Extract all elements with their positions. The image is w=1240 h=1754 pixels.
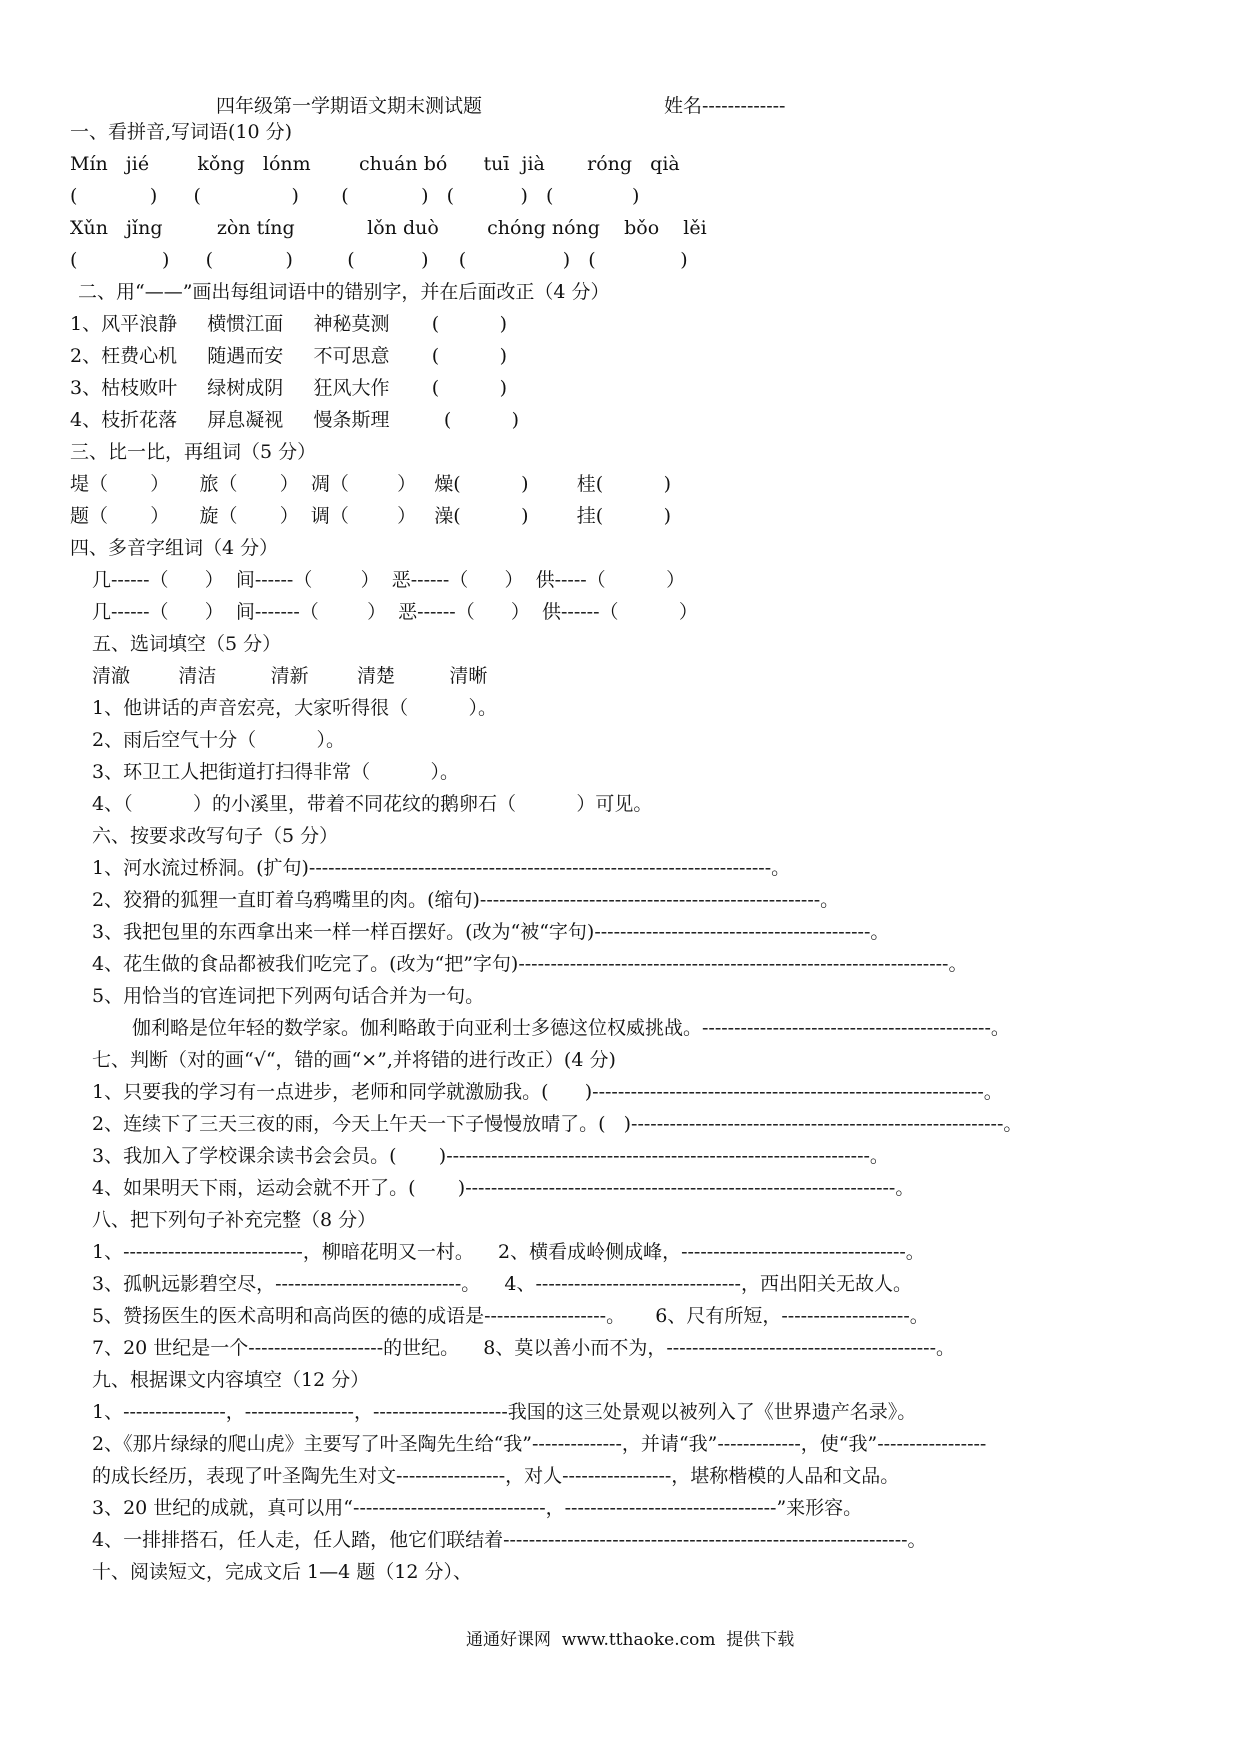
exam-line: 的成长经历，表现了叶圣陶先生对文-----------------，对人-----------------，堪称楷模的人品和文品。	[92, 1465, 900, 1487]
exam-line: 3、孤帆远影碧空尽，-----------------------------。 4、--------------------------------，西出阳关无故人。	[92, 1273, 912, 1295]
exam-line: 2、连续下了三天三夜的雨，今天上午天一下子慢慢放晴了。( )----------------------------------------------------------。	[92, 1113, 1023, 1135]
exam-line: 3、环卫工人把街道打扫得非常（ ）。	[92, 761, 459, 783]
exam-line: 4、枝折花落 屏息凝视 慢条斯理 ( )	[70, 409, 520, 431]
exam-line: 几------（ ） 间------（ ） 恶------（ ） 供-----（ ）	[92, 569, 686, 591]
exam-line: 1、只要我的学习有一点进步，老师和同学就激励我。( )-------------------------------------------------------------。	[92, 1081, 1003, 1103]
exam-line: 1、风平浪静 横惯江面 神秘莫测 ( )	[70, 313, 507, 335]
exam-line: 九、根据课文内容填空（12 分）	[92, 1369, 370, 1391]
exam-line: ( ) ( ) ( ) ( ) ( )	[70, 185, 640, 207]
exam-line: 清澈 清洁 清新 清楚 清晰	[92, 665, 488, 687]
exam-line: 1、----------------，-----------------，---------------------我国的这三处景观以被列入了《世界遗产名录》。	[92, 1401, 917, 1423]
exam-line: 2、雨后空气十分（ ）。	[92, 729, 345, 751]
exam-line: 4、花生做的食品都被我们吃完了。(改为“把”字句)-------------------------------------------------------------------。	[92, 953, 968, 975]
page-title: 四年级第一学期语文期末测试题	[216, 95, 483, 117]
exam-line: 七、判断（对的画“√“，错的画“×”,并将错的进行改正）(4 分)	[92, 1049, 616, 1071]
exam-line: Mín jié kǒng lónm chuán bó tuī jià róng qià	[70, 153, 680, 175]
exam-line: 5、用恰当的官连词把下列两句话合并为一句。	[92, 985, 485, 1007]
exam-line: 4、（ ）的小溪里，带着不同花纹的鹅卵石（ ）可见。	[92, 793, 653, 815]
student-name-label: 姓名-------------	[664, 95, 786, 117]
exam-line: ( ) ( ) ( ) ( ) ( )	[70, 249, 688, 271]
exam-line: 堤（ ） 旅（ ） 凋（ ） 燥( ) 桂( )	[70, 473, 672, 495]
exam-line: 二、用“——”画出每组词语中的错别字，并在后面改正（4 分）	[78, 281, 610, 303]
exam-line: 4、如果明天下雨，运动会就不开了。( )-------------------------------------------------------------------。	[92, 1177, 915, 1199]
exam-line: 几------（ ） 间-------（ ） 恶------（ ） 供------（ ）	[92, 601, 698, 623]
exam-line: 3、枯枝败叶 绿树成阴 狂风大作 ( )	[70, 377, 507, 399]
exam-line: 十、阅读短文，完成文后 1—4 题（12 分）、	[92, 1561, 472, 1583]
exam-line: 3、20 世纪的成就，真可以用“------------------------------，---------------------------------”来形容。	[92, 1497, 863, 1519]
exam-line: 伽利略是位年轻的数学家。伽利略敢于向亚利士多德这位权威挑战。---------------------------------------------。	[132, 1017, 1010, 1039]
exam-line: 八、把下列句子补充完整（8 分）	[92, 1209, 377, 1231]
footer-text: 通通好课网 www.tthaoke.com 提供下载	[466, 1630, 795, 1650]
exam-line: 3、我把包里的东西拿出来一样一样百摆好。(改为“被“字句)-------------------------------------------。	[92, 921, 890, 943]
exam-line: 1、他讲话的声音宏亮，大家听得很（ ）。	[92, 697, 497, 719]
exam-line: 1、----------------------------，柳暗花明又一村。 2、横看成岭侧成峰，-----------------------------------。	[92, 1241, 925, 1263]
exam-line: 4、一排排搭石，任人走，任人踏，他它们联结着---------------------------------------------------------------。	[92, 1529, 927, 1551]
exam-line: 六、按要求改写句子（5 分）	[92, 825, 339, 847]
exam-line: 2、枉费心机 随遇而安 不可思意 ( )	[70, 345, 507, 367]
exam-line: 2、狡猾的狐狸一直盯着乌鸦嘴里的肉。(缩句)-----------------------------------------------------。	[92, 889, 840, 911]
exam-line: 3、我加入了学校课余读书会会员。( )------------------------------------------------------------------。	[92, 1145, 889, 1167]
exam-line: 7、20 世纪是一个---------------------的世纪。 8、莫以善小而不为，------------------------------------------。	[92, 1337, 956, 1359]
exam-line: 三、比一比，再组词（5 分）	[70, 441, 317, 463]
exam-line: 5、赞扬医生的医术高明和高尚医的德的成语是-------------------。 6、尺有所短，--------------------。	[92, 1305, 929, 1327]
exam-line: 四、多音字组词（4 分）	[70, 537, 279, 559]
exam-line: Xǔn jǐng zòn tíng lǒn duò chóng nóng bǒo lěi	[70, 217, 707, 239]
exam-line: 一、看拼音,写词语(10 分)	[70, 121, 293, 143]
exam-line: 1、河水流过桥洞。(扩句)------------------------------------------------------------------------。	[92, 857, 791, 879]
exam-line: 2、《那片绿绿的爬山虎》主要写了叶圣陶先生给“我”--------------，并请“我”-------------，使“我”-----------------	[92, 1433, 987, 1455]
exam-line: 五、选词填空（5 分）	[92, 633, 282, 655]
exam-line: 题（ ） 旋（ ） 调（ ） 澡( ) 挂( )	[70, 505, 672, 527]
